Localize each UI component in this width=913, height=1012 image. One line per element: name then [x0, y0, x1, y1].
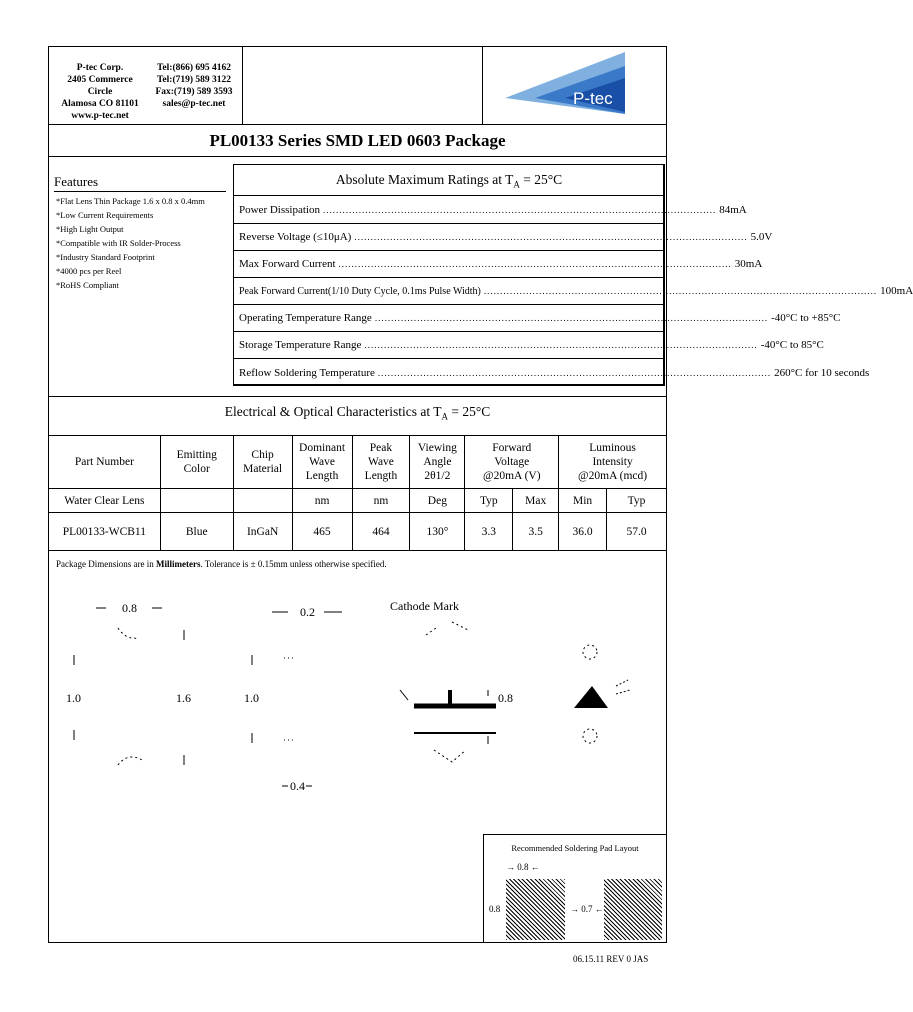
units-i-min: Min [559, 489, 607, 513]
header-chip-material: Chip Material [233, 436, 292, 489]
company-name: P-tec Corp. [76, 63, 124, 73]
units-peak: nm [352, 489, 410, 513]
header-divider-right [482, 46, 483, 124]
dim-h2: 1.0 [244, 691, 259, 705]
dim-bottom: 0.4 [290, 779, 305, 793]
cell-v-typ: 3.3 [465, 513, 513, 551]
led-symbol-icon [574, 686, 608, 708]
solder-pad-width: → 0.8 ← [506, 862, 540, 872]
units-lens: Water Clear Lens [49, 489, 161, 513]
header-luminous-intensity: Luminous Intensity @20mA (mcd) [559, 436, 667, 489]
p-tec-logo [505, 52, 663, 120]
units-v-max: Max [513, 489, 559, 513]
company-tel2: Tel:(719) 589 3122 [156, 75, 232, 85]
cell-part: PL00133-WCB11 [49, 513, 161, 551]
features-heading: Features [54, 174, 99, 189]
units-angle: Deg [410, 489, 465, 513]
title-bottom-rule [48, 156, 667, 157]
feature-item: *RoHS Compliant [56, 280, 120, 290]
page-title: PL00133 Series SMD LED 0603 Package [209, 131, 506, 150]
package-dimension-drawing [56, 590, 656, 800]
units-color [160, 489, 233, 513]
rating-row-power: Power Dissipation ......................................................................................................................... 84mA [233, 197, 665, 224]
dimensions-note: Package Dimensions are in Millimeters. Tolerance is ± 0.15mm unless otherwise specified. [56, 559, 387, 569]
company-contact [152, 62, 236, 110]
features-rule [54, 191, 226, 192]
feature-item: *Low Current Requirements [56, 210, 154, 220]
cell-peak: 464 [352, 513, 410, 551]
electrical-heading: Electrical & Optical Characteristics at $T_A = 25^\circ C$ [224, 404, 491, 422]
feature-item: *Flat Lens Thin Package 1.6 x 0.8 x 0.4mm [56, 196, 205, 206]
dim-length: 1.6 [176, 691, 191, 705]
dim-side: 0.8 [498, 691, 513, 705]
solder-pad-title: Recommended Soldering Pad Layout [511, 843, 639, 853]
cell-i-typ: 57.0 [607, 513, 667, 551]
header-bottom-rule [48, 124, 667, 125]
table-units-row [49, 489, 667, 513]
rating-row-reflow: Reflow Soldering Temperature ......................................................................................................................... 260°C for 10 seconds [239, 366, 870, 379]
dim-width: 0.8 [122, 601, 137, 615]
header-emitting-color: Emitting Color [160, 436, 233, 489]
features-list [56, 194, 234, 292]
logo-text: P-tec [573, 89, 613, 108]
feature-item: *4000 pcs per Reel [56, 266, 122, 276]
table-header-row [49, 436, 667, 489]
solder-pad-right [604, 879, 662, 940]
feature-item: *High Light Output [56, 224, 124, 234]
units-i-typ: Typ [607, 489, 667, 513]
rating-row-operating-temp: Operating Temperature Range ......................................................................................................................... -40°C to +85°C [233, 305, 665, 332]
header-peak-wavelength: Peak Wave Length [352, 436, 410, 489]
cell-i-min: 36.0 [559, 513, 607, 551]
cathode-mark-label: Cathode Mark [390, 599, 459, 613]
header-dominant-wavelength: Dominant Wave Length [292, 436, 352, 489]
units-dominant: nm [292, 489, 352, 513]
cell-angle: 130° [410, 513, 465, 551]
units-v-typ: Typ [465, 489, 513, 513]
company-address-line2: Alamosa CO 81101 [61, 99, 139, 109]
dim-h1: 1.0 [66, 691, 81, 705]
feature-item: *Industry Standard Footprint [56, 252, 155, 262]
company-tel1: Tel:(866) 695 4162 [156, 63, 232, 73]
cell-v-max: 3.5 [513, 513, 559, 551]
company-email[interactable]: sales@p-tec.net [162, 99, 226, 109]
company-fax: Fax:(719) 589 3593 [155, 87, 233, 97]
header-viewing-angle: Viewing Angle 2θ1/2 [410, 436, 465, 489]
electrical-table [48, 435, 667, 551]
solder-pad-height: 0.8 [489, 904, 501, 914]
header-part-number: Part Number [49, 436, 161, 489]
feature-item: *Compatible with IR Solder-Process [56, 238, 181, 248]
cell-chip: InGaN [233, 513, 292, 551]
company-address-line1: 2405 Commerce Circle [67, 75, 133, 97]
units-chip [233, 489, 292, 513]
company-address [54, 62, 146, 122]
company-web[interactable]: www.p-tec.net [71, 111, 129, 121]
header-divider-left [242, 46, 243, 124]
ratings-heading: Absolute Maximum Ratings at $T_A = 25^\circ C$ [233, 164, 665, 196]
dim-top: 0.2 [300, 605, 315, 619]
header-forward-voltage: Forward Voltage @20mA (V) [465, 436, 559, 489]
rating-row-max-current: Max Forward Current ......................................................................................................................... 30mA [233, 251, 665, 278]
cell-color: Blue [160, 513, 233, 551]
solder-pad-left [506, 879, 565, 940]
rating-row-reverse-voltage: Reverse Voltage (≤10μA) ......................................................................................................................... 5.0V [233, 224, 665, 251]
electrical-top-rule [48, 396, 667, 397]
solder-pad-gap: → 0.7 ← [570, 904, 604, 914]
table-row [49, 513, 667, 551]
rating-row-peak-current: Peak Forward Current(1/10 Duty Cycle, 0.1ms Pulse Width) ......................................................................................................................... 100mA [233, 278, 665, 305]
cell-dominant: 465 [292, 513, 352, 551]
rating-row-storage-temp: Storage Temperature Range ......................................................................................................................... -40°C to 85°C [233, 332, 665, 359]
revision-footer: 06.15.11 REV 0 JAS [573, 954, 649, 964]
